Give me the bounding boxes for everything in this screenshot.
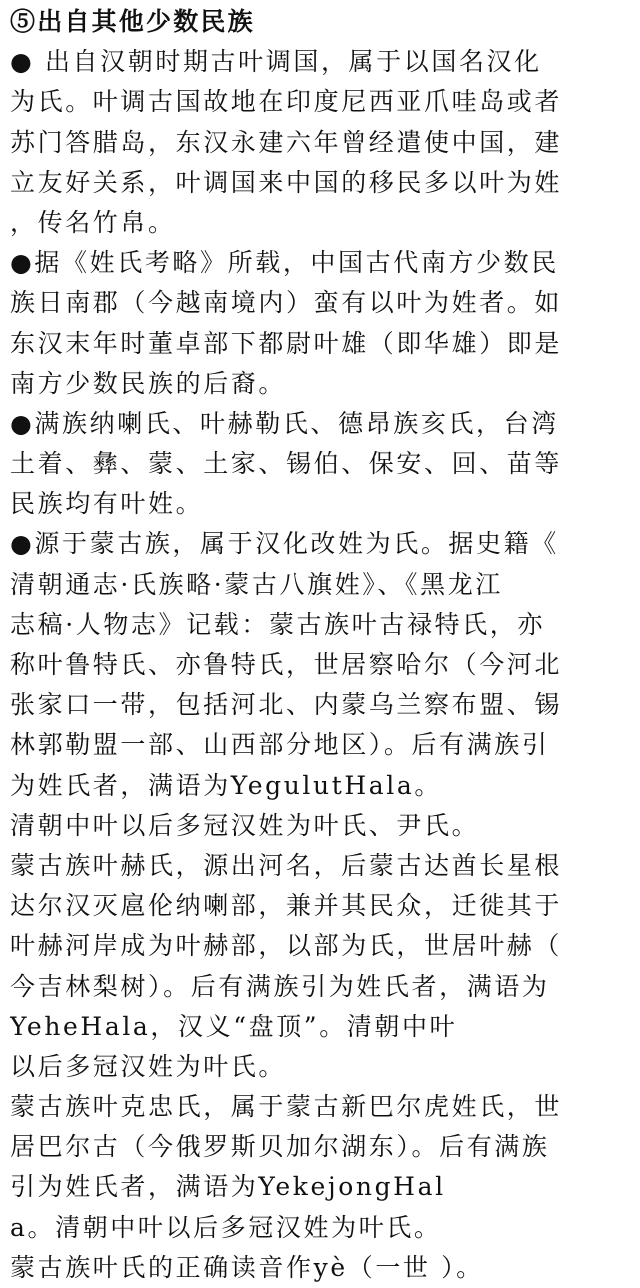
- text-line: YeheHala，汉义“盘顶”。清朝中叶: [10, 1011, 458, 1041]
- text-line: 清朝中叶以后多冠汉姓为叶氏、尹氏。: [10, 810, 480, 840]
- text-line: ●满族纳喇氏、叶赫勒氏、德昂族亥氏，台湾: [10, 408, 559, 438]
- text-line: 族日南郡（今越南境内）蛮有以叶为姓者。如: [10, 288, 563, 318]
- text-line: 蒙古族叶克忠氏，属于蒙古新巴尔虎姓氏，世: [10, 1092, 563, 1122]
- text-line: 以后多冠汉姓为叶氏。: [10, 1051, 287, 1081]
- section-heading: ⑤出自其他少数民族: [10, 7, 255, 36]
- text-line: a。清朝中叶以后多冠汉姓为叶氏。: [10, 1212, 442, 1242]
- text-line: 清朝通志·氏族略·蒙古八旗姓》、《黑龙江: [10, 569, 503, 599]
- text-line: 林郭勒盟一部、山西部分地区）。后有满族引: [10, 730, 550, 760]
- text-line: 达尔汉灭扈伦纳喇部，兼并其民众，迁徙其于: [10, 891, 563, 921]
- text-line: 蒙古族叶赫氏，源出河名，后蒙古达酋长星根: [10, 850, 563, 880]
- text-line: 东汉末年时董卓部下都尉叶雄（即华雄）即是: [10, 328, 563, 358]
- text-line: 民族均有叶姓。: [10, 489, 204, 519]
- text-line: 今吉林梨树）。后有满族引为姓氏者，满语为: [10, 971, 550, 1001]
- text-line: 叶赫河岸成为叶赫部，以部为氏，世居叶赫（: [10, 931, 563, 961]
- text-line: 张家口一带，包括河北、内蒙乌兰察布盟、锡: [10, 690, 563, 720]
- text-line: 为氏。叶调古国故地在印度尼西亚爪哇岛或者: [10, 87, 563, 117]
- text-line: 土着、彝、蒙、土家、锡伯、保安、回、苗等: [10, 449, 563, 479]
- text-line: 为姓氏者，满语为YegulutHala。: [10, 770, 442, 800]
- text-line: 引为姓氏者，满语为YekejongHal: [10, 1172, 446, 1202]
- text-line: ●源于蒙古族，属于汉化改姓为氏。据史籍《: [10, 529, 559, 559]
- text-line: ●据《姓氏考略》所载，中国古代南方少数民: [10, 248, 559, 278]
- text-line: 称叶鲁特氏、亦鲁特氏，世居察哈尔（今河北: [10, 650, 563, 679]
- text-line: 苏门答腊岛，东汉永建六年曾经遣使中国，建: [10, 127, 563, 157]
- text-line: 南方少数民族的后裔。: [10, 368, 287, 398]
- text-line: 蒙古族叶氏的正确读音作yè（一世 ）。: [10, 1252, 484, 1282]
- text-line: ，传名竹帛。: [10, 207, 176, 237]
- text-line: 志稿·人物志》记载：蒙古族叶古禄特氏，亦: [10, 609, 545, 639]
- text-line: 立友好关系，叶调国来中国的移民多以叶为姓: [10, 167, 563, 197]
- text-line: 居巴尔古（今俄罗斯贝加尔湖东）。后有满族: [10, 1132, 550, 1162]
- text-line: ● 出自汉朝时期古叶调国，属于以国名汉化: [10, 47, 542, 77]
